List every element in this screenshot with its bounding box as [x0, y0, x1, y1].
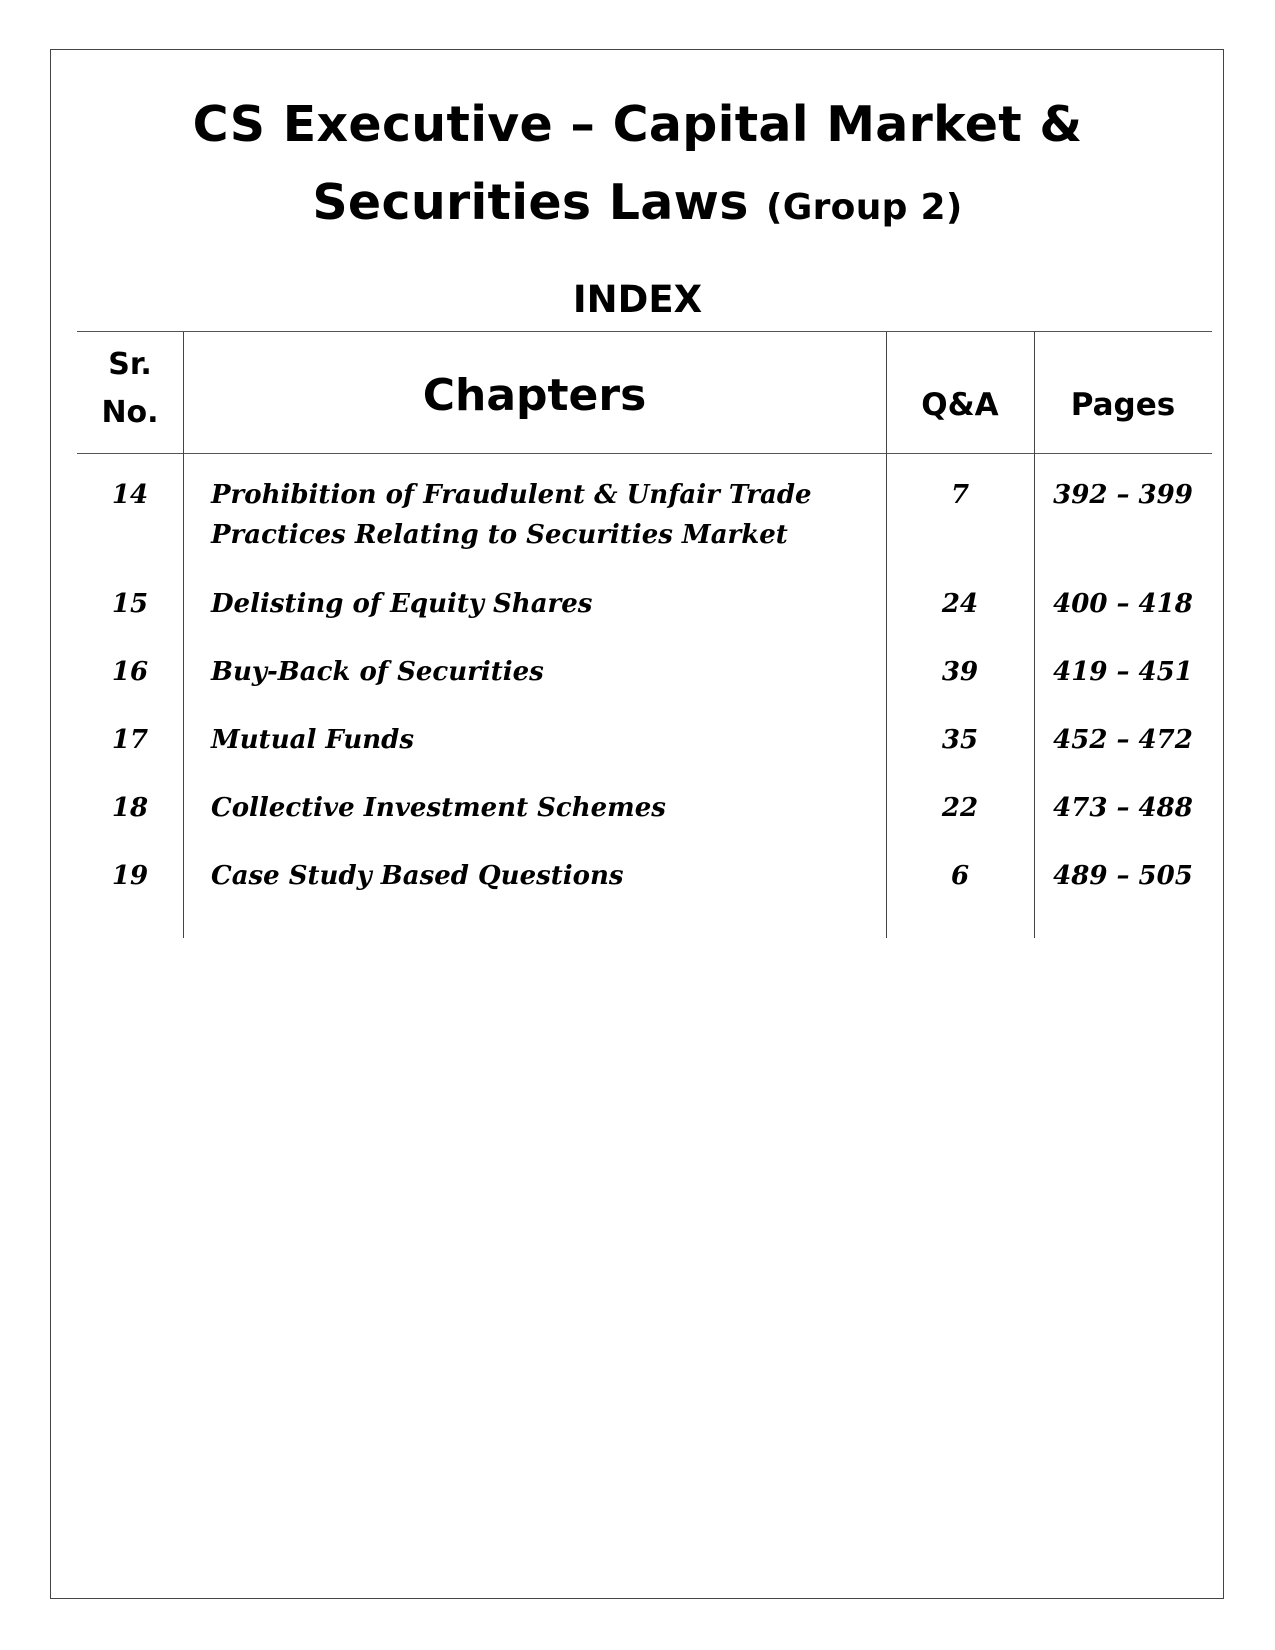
row-sr-no: 14 [111, 480, 149, 510]
row-qa-count: 7 [950, 480, 970, 510]
header-sr-no [77, 341, 183, 437]
header-pages: Pages [1070, 387, 1176, 423]
document-title-group: (Group 2) [766, 187, 963, 228]
row-qa-count: 22 [941, 793, 979, 823]
column-divider-sr [183, 332, 184, 938]
row-chapter-title: Mutual Funds [211, 725, 414, 755]
header-chapters: Chapters [422, 370, 647, 421]
row-sr-no: 17 [111, 725, 149, 755]
row-page-range: 473 – 488 [1053, 793, 1193, 823]
row-qa-count: 6 [950, 861, 970, 891]
row-sr-no: 19 [111, 861, 149, 891]
header-sr-line-2: No. [101, 395, 159, 430]
table-header-rule [77, 453, 1212, 454]
row-page-range: 392 – 399 [1053, 480, 1193, 510]
row-page-range: 489 – 505 [1053, 861, 1193, 891]
row-sr-no: 18 [111, 793, 149, 823]
row-page-range: 452 – 472 [1053, 725, 1193, 755]
header-qa: Q&A [921, 387, 999, 423]
row-chapter-title [211, 475, 871, 555]
column-divider-qa [1034, 332, 1035, 938]
row-page-range: 400 – 418 [1053, 589, 1193, 619]
document-title-subject: Securities Laws [312, 174, 749, 231]
document-title-line-2 [0, 174, 1275, 231]
row-chapter-line-2: Practices Relating to Securities Market [211, 520, 788, 550]
header-sr-line-1: Sr. [108, 347, 152, 382]
row-chapter-title: Buy-Back of Securities [211, 657, 544, 687]
document-title-line-1: CS Executive – Capital Market & [192, 96, 1083, 153]
table-top-rule [77, 331, 1212, 332]
row-page-range: 419 – 451 [1053, 657, 1193, 687]
row-chapter-line-1: Prohibition of Fraudulent & Unfair Trade [211, 480, 812, 510]
row-qa-count: 39 [941, 657, 979, 687]
row-chapter-title: Collective Investment Schemes [211, 793, 666, 823]
row-qa-count: 24 [941, 589, 979, 619]
row-chapter-title: Case Study Based Questions [211, 861, 624, 891]
row-sr-no: 16 [111, 657, 149, 687]
row-qa-count: 35 [941, 725, 979, 755]
index-heading: INDEX [572, 278, 703, 321]
row-sr-no: 15 [111, 589, 149, 619]
row-chapter-title: Delisting of Equity Shares [211, 589, 593, 619]
column-divider-chapters [886, 332, 887, 938]
